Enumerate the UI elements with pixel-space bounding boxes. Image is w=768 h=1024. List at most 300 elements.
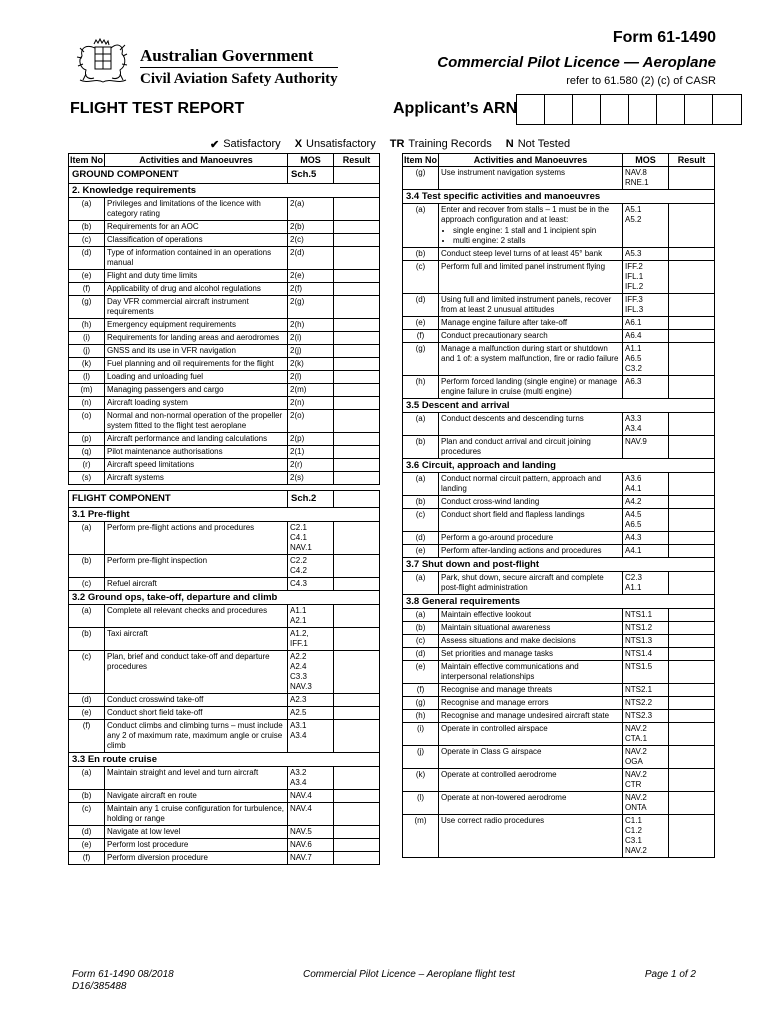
activity-text: Managing passengers and cargo (107, 385, 224, 394)
result-cell[interactable] (334, 410, 380, 433)
table-row (69, 283, 380, 296)
item-id: (k) (69, 358, 105, 371)
activity-text: Aircraft loading system (107, 398, 188, 407)
result-cell[interactable] (334, 270, 380, 283)
result-cell[interactable] (669, 635, 715, 648)
result-cell[interactable] (334, 839, 380, 852)
activity-text: Conduct descents and descending turns (441, 414, 584, 423)
result-cell[interactable] (669, 496, 715, 509)
result-cell[interactable] (334, 472, 380, 485)
activity-description (439, 697, 623, 710)
result-cell[interactable] (669, 294, 715, 317)
activity-description (105, 446, 288, 459)
activity-description (439, 294, 623, 317)
mos-reference: A1.2, IFF.1 (288, 628, 334, 651)
result-cell[interactable] (669, 792, 715, 815)
mos-reference: NTS1.1 (623, 609, 669, 622)
result-cell[interactable] (669, 317, 715, 330)
item-id: (b) (403, 622, 439, 635)
result-cell[interactable] (334, 628, 380, 651)
activity-text: Aircraft systems (107, 473, 164, 482)
result-cell[interactable] (669, 343, 715, 376)
result-cell[interactable] (669, 746, 715, 769)
item-id: (a) (69, 767, 105, 790)
table-row (403, 635, 715, 648)
table-row (69, 332, 380, 345)
result-cell[interactable] (334, 319, 380, 332)
result-cell[interactable] (334, 720, 380, 753)
item-id: (n) (69, 397, 105, 410)
arn-digit-box[interactable] (685, 95, 713, 124)
activity-description (105, 198, 288, 221)
arn-input-group[interactable] (516, 94, 742, 125)
arn-digit-box[interactable] (713, 95, 741, 124)
table-row (403, 792, 715, 815)
activity-text: Maintain effective lookout (441, 610, 532, 619)
item-id: (g) (69, 296, 105, 319)
activity-description (439, 436, 623, 459)
activity-description (439, 746, 623, 769)
activity-description (439, 545, 623, 558)
component-title: FLIGHT COMPONENT (69, 491, 288, 508)
activity-text: Assess situations and make decisions (441, 636, 576, 645)
item-id: (e) (69, 707, 105, 720)
result-cell[interactable] (334, 234, 380, 247)
table-row (69, 397, 380, 410)
item-id: (i) (69, 332, 105, 345)
result-cell[interactable] (669, 436, 715, 459)
mos-reference: 2(h) (288, 319, 334, 332)
activity-text: Type of information contained in an operations manual (107, 248, 272, 267)
item-id: (d) (403, 532, 439, 545)
result-cell[interactable] (334, 767, 380, 790)
mos-reference: 2(d) (288, 247, 334, 270)
result-cell[interactable] (669, 204, 715, 248)
schedule-label: Sch.2 (288, 491, 334, 508)
activity-text: Flight and duty time limits (107, 271, 198, 280)
activity-description (439, 167, 623, 190)
result-cell[interactable] (669, 473, 715, 496)
result-cell[interactable] (334, 555, 380, 578)
mos-reference: NAV.4 (288, 803, 334, 826)
mos-reference: A3.3 A3.4 (623, 413, 669, 436)
activity-text: Operate in controlled airspace (441, 724, 548, 733)
coat-of-arms-icon (72, 34, 134, 90)
result-cell[interactable] (669, 684, 715, 697)
header-divider (140, 67, 338, 68)
activity-text: Maintain straight and level and turn aircraft (107, 768, 259, 777)
table-row (69, 826, 380, 839)
activity-text: Using full and limited instrument panels, recover from at least 2 unusual attitudes (441, 295, 612, 314)
result-cell[interactable] (334, 345, 380, 358)
item-id: (e) (403, 545, 439, 558)
table-row (69, 707, 380, 720)
item-id: (a) (403, 413, 439, 436)
activity-text: Use instrument navigation systems (441, 168, 566, 177)
result-cell[interactable] (334, 198, 380, 221)
activity-description (439, 343, 623, 376)
activity-description (105, 345, 288, 358)
item-id: (l) (403, 792, 439, 815)
result-cell[interactable] (334, 384, 380, 397)
activity-description (439, 572, 623, 595)
table-row (403, 572, 715, 595)
result-cell[interactable] (334, 433, 380, 446)
activity-text: Conduct crosswind take-off (107, 695, 204, 704)
table-row (69, 803, 380, 826)
result-cell[interactable] (669, 413, 715, 436)
activity-description (105, 433, 288, 446)
activity-text: Operate in Class G airspace (441, 747, 542, 756)
activity-bullet: • single engine: 1 stall and 1 incipient spin (453, 226, 620, 236)
mos-reference: A3.1 A3.4 (288, 720, 334, 753)
item-id: (p) (69, 433, 105, 446)
activity-text: GNSS and its use in VFR navigation (107, 346, 236, 355)
activity-description (439, 609, 623, 622)
item-id: (c) (403, 261, 439, 294)
mos-reference: NTS1.2 (623, 622, 669, 635)
component-result-cell (334, 491, 380, 508)
arn-digit-box[interactable] (517, 95, 545, 124)
item-id: (o) (69, 410, 105, 433)
result-cell[interactable] (334, 826, 380, 839)
mos-reference: A1.1 A2.1 (288, 605, 334, 628)
result-cell[interactable] (669, 697, 715, 710)
mos-reference: NTS2.1 (623, 684, 669, 697)
section-title: 2. Knowledge requirements (69, 184, 380, 198)
item-id: (a) (403, 609, 439, 622)
activity-description (105, 358, 288, 371)
legend-text: Not Tested (517, 138, 571, 150)
item-id: (m) (403, 815, 439, 858)
item-id: (d) (69, 694, 105, 707)
item-id: (f) (69, 283, 105, 296)
mos-reference: IFF.3 IFL.3 (623, 294, 669, 317)
section-title: 3.7 Shut down and post-flight (403, 558, 715, 572)
result-cell[interactable] (669, 661, 715, 684)
mos-reference: 2(k) (288, 358, 334, 371)
activity-description (439, 648, 623, 661)
result-cell[interactable] (334, 247, 380, 270)
result-header: Result (334, 154, 380, 167)
activity-text: Perform lost procedure (107, 840, 189, 849)
report-title: FLIGHT TEST REPORT (70, 100, 245, 117)
table-row (403, 661, 715, 684)
mos-reference: A4.5 A6.5 (623, 509, 669, 532)
activity-text: Taxi aircraft (107, 629, 148, 638)
activity-text: Plan, brief and conduct take-off and departure procedures (107, 652, 270, 671)
mos-reference: C2.1 C4.1 NAV.1 (288, 522, 334, 555)
table-row (403, 545, 715, 558)
item-id: (d) (69, 247, 105, 270)
mos-reference: C2.3 A1.1 (623, 572, 669, 595)
activity-text: Perform diversion procedure (107, 853, 208, 862)
table-row (69, 472, 380, 485)
result-cell[interactable] (669, 261, 715, 294)
activity-text: Operate at non-towered aerodrome (441, 793, 567, 802)
item-id: (r) (69, 459, 105, 472)
result-cell[interactable] (669, 376, 715, 399)
activity-description (439, 376, 623, 399)
table-row (403, 473, 715, 496)
activity-description (105, 459, 288, 472)
result-cell[interactable] (669, 622, 715, 635)
result-cell[interactable] (334, 852, 380, 865)
activity-text: Perform full and limited panel instrument flying (441, 262, 606, 271)
activity-text: Park, shut down, secure aircraft and complete post-flight administration (441, 573, 604, 592)
mos-reference: C2.2 C4.2 (288, 555, 334, 578)
activity-description (105, 410, 288, 433)
result-cell[interactable] (334, 397, 380, 410)
mos-reference: A4.1 (623, 545, 669, 558)
mos-reference: 2(l) (288, 371, 334, 384)
table-header-row (69, 154, 380, 167)
mos-reference: NAV.2 CTR (623, 769, 669, 792)
item-id: (b) (69, 555, 105, 578)
mos-reference: 2(m) (288, 384, 334, 397)
mos-reference: NAV.4 (288, 790, 334, 803)
result-cell[interactable] (334, 332, 380, 345)
mos-reference: NTS1.5 (623, 661, 669, 684)
result-cell[interactable] (669, 572, 715, 595)
mos-header: MOS (288, 154, 334, 167)
mos-reference: 2(g) (288, 296, 334, 319)
table-row (403, 496, 715, 509)
result-cell[interactable] (669, 723, 715, 746)
item-id: (b) (69, 221, 105, 234)
activity-description (105, 221, 288, 234)
activity-text: Recognise and manage errors (441, 698, 549, 707)
activity-description (105, 651, 288, 694)
item-id: (j) (69, 345, 105, 358)
table-row (403, 609, 715, 622)
item-id: (f) (69, 852, 105, 865)
table-row (69, 720, 380, 753)
item-id: (d) (403, 648, 439, 661)
activity-description (105, 605, 288, 628)
result-cell[interactable] (334, 522, 380, 555)
activity-description (105, 720, 288, 753)
mos-reference: A6.3 (623, 376, 669, 399)
item-id: (d) (403, 294, 439, 317)
mos-reference: C1.1 C1.2 C3.1 NAV.2 (623, 815, 669, 858)
table-row (403, 710, 715, 723)
government-name: Australian Government (140, 46, 314, 65)
mos-reference: NTS1.4 (623, 648, 669, 661)
result-cell[interactable] (334, 651, 380, 694)
activity-text: Recognise and manage threats (441, 685, 553, 694)
table-row (403, 317, 715, 330)
item-id: (c) (69, 651, 105, 694)
component-header-row (69, 167, 380, 184)
activity-text: Manage a malfunction during start or shutdown and 1 of: a system malfunction, fire or radio failure (441, 344, 619, 363)
activity-description (105, 767, 288, 790)
activity-text: Enter and recover from stalls – 1 must be in the approach configuration and at least: (441, 205, 610, 224)
activity-text: Use correct radio procedures (441, 816, 545, 825)
footer-form-version: Form 61-1490 08/2018 (72, 969, 174, 980)
mos-header: MOS (623, 154, 669, 167)
arn-digit-box[interactable] (545, 95, 573, 124)
item-id: (b) (403, 496, 439, 509)
activity-description (439, 496, 623, 509)
activity-description (105, 296, 288, 319)
table-row (69, 578, 380, 591)
result-cell[interactable] (334, 371, 380, 384)
section-title: 3.6 Circuit, approach and landing (403, 459, 715, 473)
result-cell[interactable] (334, 283, 380, 296)
section-title: 3.4 Test specific activities and manoeuvres (403, 190, 715, 204)
result-cell[interactable] (334, 694, 380, 707)
activity-description (105, 234, 288, 247)
table-row (69, 459, 380, 472)
result-cell[interactable] (334, 296, 380, 319)
activity-text: Perform pre-flight inspection (107, 556, 208, 565)
activity-text: Conduct short field take-off (107, 708, 203, 717)
table-row (403, 684, 715, 697)
activity-text: Requirements for landing areas and aerodromes (107, 333, 280, 342)
activity-description (439, 413, 623, 436)
result-cell[interactable] (669, 330, 715, 343)
activity-description (439, 769, 623, 792)
result-cell[interactable] (334, 446, 380, 459)
item-id: (b) (69, 628, 105, 651)
component-result-cell (334, 167, 380, 184)
result-cell[interactable] (334, 459, 380, 472)
result-cell[interactable] (669, 769, 715, 792)
item-id: (e) (69, 270, 105, 283)
mos-reference: NAV.8 RNE.1 (623, 167, 669, 190)
activity-text: Pilot maintenance authorisations (107, 447, 223, 456)
mos-reference: NAV.2 CTA.1 (623, 723, 669, 746)
legend-symbol: TR (389, 138, 405, 150)
arn-label: Applicant’s ARN (393, 100, 518, 117)
table-row (403, 815, 715, 858)
activity-text: Set priorities and manage tasks (441, 649, 554, 658)
section-title: 3.5 Descent and arrival (403, 399, 715, 413)
activity-description (105, 371, 288, 384)
table-row (403, 248, 715, 261)
result-cell[interactable] (669, 648, 715, 661)
activity-text: Conduct steep level turns of at least 45° bank (441, 249, 603, 258)
item-id: (b) (69, 790, 105, 803)
result-cell[interactable] (334, 707, 380, 720)
result-cell[interactable] (334, 578, 380, 591)
item-id: (a) (403, 473, 439, 496)
result-cell[interactable] (669, 532, 715, 545)
activity-text: Maintain any 1 cruise configuration for turbulence, holding or range (107, 804, 284, 823)
activities-header: Activities and Manoeuvres (105, 154, 288, 167)
activity-text: Navigate at low level (107, 827, 181, 836)
item-id: (b) (403, 436, 439, 459)
activity-text: Plan and conduct arrival and circuit joining procedures (441, 437, 591, 456)
table-row (69, 371, 380, 384)
activity-description (105, 247, 288, 270)
activity-description (439, 635, 623, 648)
activity-description (439, 317, 623, 330)
component-title: GROUND COMPONENT (69, 167, 288, 184)
activity-description (439, 792, 623, 815)
arn-digit-box[interactable] (601, 95, 629, 124)
mos-reference: NTS1.3 (623, 635, 669, 648)
result-cell[interactable] (334, 790, 380, 803)
item-id: (k) (403, 769, 439, 792)
table-row (403, 723, 715, 746)
activity-text: Classification of operations (107, 235, 203, 244)
mos-reference: 2(f) (288, 283, 334, 296)
legend-symbol: N (505, 138, 514, 150)
result-cell[interactable] (669, 815, 715, 858)
activity-text: Loading and unloading fuel (107, 372, 204, 381)
section-title: 3.3 En route cruise (69, 753, 380, 767)
activity-description (105, 397, 288, 410)
table-row (403, 376, 715, 399)
legend-text: Satisfactory (223, 138, 281, 150)
activity-text: Applicability of drug and alcohol regulations (107, 284, 261, 293)
section-title: 3.1 Pre-flight (69, 508, 380, 522)
activity-text: Perform forced landing (single engine) or manage engine failure in cruise (multi engine) (441, 377, 618, 396)
table-row (69, 319, 380, 332)
activity-description (105, 790, 288, 803)
activity-description (105, 522, 288, 555)
activity-description (439, 684, 623, 697)
item-id: (e) (403, 317, 439, 330)
item-id: (a) (69, 605, 105, 628)
arn-digit-box[interactable] (573, 95, 601, 124)
mos-reference: A5.3 (623, 248, 669, 261)
activity-text: Conduct climbs and climbing turns – must include any 2 of maximum rate, maximum angle or cruise climb (107, 721, 283, 750)
table-row (69, 270, 380, 283)
table-row (403, 532, 715, 545)
table-row (69, 247, 380, 270)
item-id: (c) (69, 234, 105, 247)
item-id: (f) (403, 330, 439, 343)
activity-bullet: • multi engine: 2 stalls (453, 236, 620, 246)
section-title: 3.8 General requirements (403, 595, 715, 609)
result-cell[interactable] (669, 167, 715, 190)
table-row (403, 746, 715, 769)
mos-reference: NAV.7 (288, 852, 334, 865)
item-id: (e) (69, 839, 105, 852)
table-row (403, 261, 715, 294)
result-cell[interactable] (669, 710, 715, 723)
table-row (69, 433, 380, 446)
arn-digit-box[interactable] (657, 95, 685, 124)
activity-text: Fuel planning and oil requirements for the flight (107, 359, 274, 368)
activity-description (105, 826, 288, 839)
result-cell[interactable] (669, 248, 715, 261)
activity-description (439, 723, 623, 746)
section-header-row (69, 753, 380, 767)
mos-reference: A2.3 (288, 694, 334, 707)
result-cell[interactable] (334, 605, 380, 628)
table-row (403, 167, 715, 190)
result-cell[interactable] (334, 221, 380, 234)
item-id: (c) (69, 803, 105, 826)
result-cell[interactable] (669, 609, 715, 622)
right-assessment-column (402, 153, 715, 858)
activity-text: Operate at controlled aerodrome (441, 770, 557, 779)
table-row (69, 446, 380, 459)
result-cell[interactable] (669, 509, 715, 532)
result-legend (210, 138, 570, 151)
result-cell[interactable] (334, 803, 380, 826)
table-row (69, 839, 380, 852)
section-header-row (403, 558, 715, 572)
result-cell[interactable] (334, 358, 380, 371)
activity-text: Conduct short field and flapless landings (441, 510, 585, 519)
result-cell[interactable] (669, 545, 715, 558)
arn-digit-box[interactable] (629, 95, 657, 124)
